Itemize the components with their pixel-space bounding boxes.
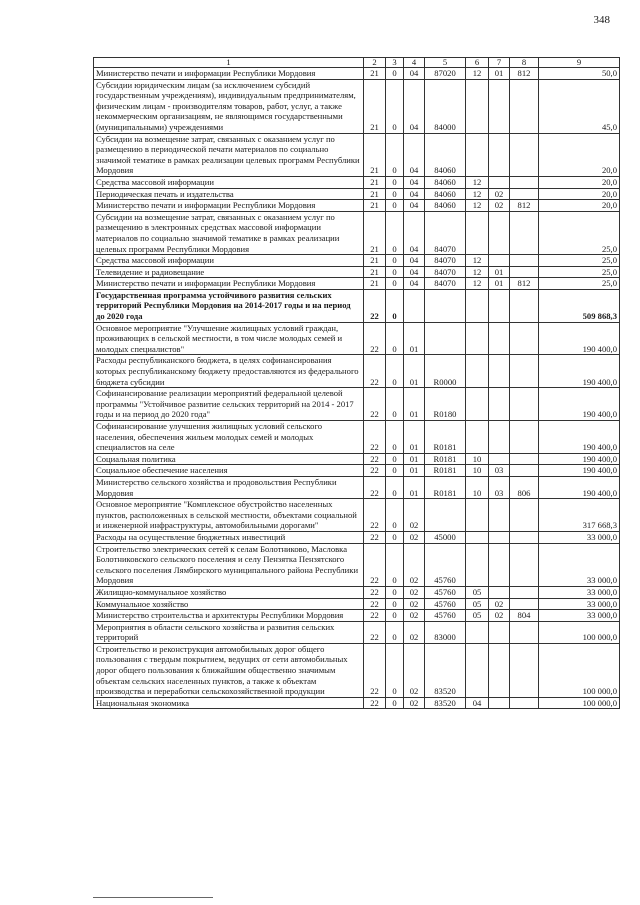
col3-cell: 0: [386, 255, 404, 267]
ministry-code-cell: [510, 355, 539, 388]
amount-cell: 33 000,0: [539, 586, 620, 598]
section-cell: [466, 79, 489, 133]
col3-cell: 0: [386, 421, 404, 454]
amount-cell: 25,0: [539, 278, 620, 290]
subsection-cell: [489, 133, 510, 176]
table-row: [94, 586, 620, 598]
amount-cell: 100 000,0: [539, 621, 620, 643]
row-name-cell: Строительство электрических сетей к селам Болотниково, Масловка Болотниковского сельского поселения и селу Пензятка Пензятского сельского поселения Лямбирского муниципального района Республики Мордовия: [94, 543, 364, 586]
table-header-row: [94, 58, 620, 68]
col2-cell: 22: [364, 621, 386, 643]
amount-cell: 190 400,0: [539, 476, 620, 498]
col4-cell: 04: [404, 211, 425, 254]
col3-cell: 0: [386, 133, 404, 176]
row-name-cell: Социальное обеспечение населения: [94, 465, 364, 477]
col4-cell: 01: [404, 355, 425, 388]
col4-cell: 04: [404, 133, 425, 176]
col2-cell: 21: [364, 278, 386, 290]
col3-cell: 0: [386, 176, 404, 188]
subsection-cell: [489, 543, 510, 586]
section-cell: [466, 322, 489, 355]
target-code-cell: 84060: [425, 200, 466, 212]
section-cell: [466, 355, 489, 388]
table-row: [94, 211, 620, 254]
subsection-cell: [489, 176, 510, 188]
subsection-cell: [489, 643, 510, 697]
target-code-cell: R0181: [425, 421, 466, 454]
col2-cell: 22: [364, 421, 386, 454]
table-row: [94, 68, 620, 80]
target-code-cell: 45760: [425, 610, 466, 622]
col3-cell: 0: [386, 531, 404, 543]
target-code-cell: 83520: [425, 697, 466, 709]
table-row: [94, 278, 620, 290]
col4-cell: 02: [404, 697, 425, 709]
amount-cell: 33 000,0: [539, 531, 620, 543]
amount-cell: 33 000,0: [539, 598, 620, 610]
row-name-cell: Коммунальное хозяйство: [94, 598, 364, 610]
amount-cell: 100 000,0: [539, 643, 620, 697]
table-row: [94, 610, 620, 622]
target-code-cell: 45760: [425, 586, 466, 598]
section-cell: [466, 499, 489, 532]
row-name-cell: Субсидии на возмещение затрат, связанных с оказанием услуг по размещению в электронных средствах массовой информации материалов по социально значимой тематике в рамках реализации целевых программ Республики Мордовия: [94, 211, 364, 254]
amount-cell: 100 000,0: [539, 697, 620, 709]
target-code-cell: 84070: [425, 266, 466, 278]
col4-cell: 01: [404, 322, 425, 355]
col2-cell: 22: [364, 499, 386, 532]
section-cell: [466, 621, 489, 643]
subsection-cell: [489, 79, 510, 133]
target-code-cell: R0180: [425, 388, 466, 421]
col4-cell: 02: [404, 621, 425, 643]
subsection-cell: [489, 499, 510, 532]
col2-cell: 21: [364, 68, 386, 80]
section-cell: 05: [466, 598, 489, 610]
target-code-cell: 83000: [425, 621, 466, 643]
col2-cell: 22: [364, 610, 386, 622]
table-row: [94, 79, 620, 133]
ministry-code-cell: [510, 465, 539, 477]
target-code-cell: [425, 322, 466, 355]
target-code-cell: 84060: [425, 188, 466, 200]
subsection-cell: [489, 421, 510, 454]
col3-cell: 0: [386, 453, 404, 465]
col2-cell: 22: [364, 643, 386, 697]
col3-cell: 0: [386, 610, 404, 622]
row-name-cell: Жилищно-коммунальное хозяйство: [94, 586, 364, 598]
col2-cell: 21: [364, 176, 386, 188]
col4-cell: 02: [404, 643, 425, 697]
subsection-cell: 01: [489, 266, 510, 278]
ministry-code-cell: [510, 211, 539, 254]
target-code-cell: R0181: [425, 453, 466, 465]
table-row: [94, 421, 620, 454]
target-code-cell: 84060: [425, 133, 466, 176]
ministry-code-cell: [510, 322, 539, 355]
col3-cell: 0: [386, 322, 404, 355]
row-name-cell: Расходы на осуществление бюджетных инвестиций: [94, 531, 364, 543]
ministry-code-cell: [510, 255, 539, 267]
table-row: [94, 200, 620, 212]
row-name-cell: Субсидии юридическим лицам (за исключением субсидий государственным учреждениям), индивидуальным предпринимателям, физическим лицам - производителям товаров, работ, услуг, а также некоммерческим организациям, не являющимся государственными (муниципальными) учреждениями: [94, 79, 364, 133]
amount-cell: 25,0: [539, 266, 620, 278]
col2-cell: 22: [364, 322, 386, 355]
row-name-cell: Министерство печати и информации Республики Мордовия: [94, 68, 364, 80]
table-row: [94, 543, 620, 586]
row-name-cell: Строительство и реконструкция автомобильных дорог общего пользования с твердым покрытием, ведущих от сети автомобильных дорог общего пользования к ближайшим общественно значимым объектам сельских населенных пунктов, а также к объектам производства и переработки сельскохозяйственной продукции: [94, 643, 364, 697]
target-code-cell: 84070: [425, 255, 466, 267]
amount-cell: 20,0: [539, 188, 620, 200]
col4-cell: 02: [404, 598, 425, 610]
section-cell: 10: [466, 453, 489, 465]
table-row: [94, 176, 620, 188]
subsection-cell: [489, 289, 510, 322]
col4-cell: 04: [404, 278, 425, 290]
target-code-cell: R0181: [425, 465, 466, 477]
col4-cell: 02: [404, 543, 425, 586]
amount-cell: 509 868,3: [539, 289, 620, 322]
col3-cell: 0: [386, 211, 404, 254]
subsection-cell: [489, 322, 510, 355]
col4-cell: 02: [404, 499, 425, 532]
row-name-cell: Министерство печати и информации Республики Мордовия: [94, 200, 364, 212]
row-name-cell: Субсидии на возмещение затрат, связанных с оказанием услуг по размещению в периодической печати материалов по социально значимой тематике в рамках реализации целевых программ Республики Мордовия: [94, 133, 364, 176]
table-row: [94, 388, 620, 421]
column-header: 2: [364, 58, 386, 68]
col3-cell: 0: [386, 465, 404, 477]
ministry-code-cell: [510, 266, 539, 278]
col2-cell: 22: [364, 388, 386, 421]
col2-cell: 22: [364, 453, 386, 465]
col3-cell: 0: [386, 697, 404, 709]
row-name-cell: Софинансирование реализации мероприятий федеральной целевой программы "Устойчивое развитие сельских территорий на 2014 - 2017 годы и на период до 2020 года": [94, 388, 364, 421]
col4-cell: 02: [404, 586, 425, 598]
section-cell: 12: [466, 255, 489, 267]
table-row: [94, 255, 620, 267]
col2-cell: 22: [364, 543, 386, 586]
row-name-cell: Основное мероприятие "Улучшение жилищных условий граждан, проживающих в сельской местности, в том числе молодых семей и молодых специалистов": [94, 322, 364, 355]
col4-cell: 01: [404, 421, 425, 454]
ministry-code-cell: [510, 453, 539, 465]
col3-cell: 0: [386, 621, 404, 643]
row-name-cell: Основное мероприятие "Комплексное обустройство населенных пунктов, расположенных в сельской местности, объектами социальной и инженерной инфраструктуры, автомобильными дорогами": [94, 499, 364, 532]
section-cell: 12: [466, 176, 489, 188]
ministry-code-cell: [510, 388, 539, 421]
ministry-code-cell: [510, 598, 539, 610]
section-cell: 05: [466, 586, 489, 598]
col3-cell: 0: [386, 278, 404, 290]
amount-cell: 190 400,0: [539, 322, 620, 355]
col3-cell: 0: [386, 586, 404, 598]
column-header: 9: [539, 58, 620, 68]
amount-cell: 20,0: [539, 176, 620, 188]
table-row: [94, 289, 620, 322]
ministry-code-cell: [510, 133, 539, 176]
col2-cell: 21: [364, 200, 386, 212]
col4-cell: 04: [404, 68, 425, 80]
col4-cell: 04: [404, 255, 425, 267]
row-name-cell: Министерство печати и информации Республики Мордовия: [94, 278, 364, 290]
subsection-cell: 01: [489, 278, 510, 290]
col2-cell: 22: [364, 465, 386, 477]
row-name-cell: Периодическая печать и издательства: [94, 188, 364, 200]
col2-cell: 22: [364, 586, 386, 598]
amount-cell: 25,0: [539, 255, 620, 267]
section-cell: 12: [466, 200, 489, 212]
col2-cell: 22: [364, 531, 386, 543]
amount-cell: 20,0: [539, 200, 620, 212]
table-row: [94, 355, 620, 388]
column-header: 5: [425, 58, 466, 68]
table-row: [94, 697, 620, 709]
table-row: [94, 453, 620, 465]
subsection-cell: [489, 211, 510, 254]
amount-cell: 50,0: [539, 68, 620, 80]
section-cell: 12: [466, 266, 489, 278]
col2-cell: 21: [364, 188, 386, 200]
subsection-cell: [489, 697, 510, 709]
ministry-code-cell: 804: [510, 610, 539, 622]
table-row: [94, 621, 620, 643]
amount-cell: 317 668,3: [539, 499, 620, 532]
row-name-cell: Расходы республиканского бюджета, в целях софинансирования которых республиканскому бюджету предоставляются из федерального бюджета субсидии: [94, 355, 364, 388]
col3-cell: 0: [386, 476, 404, 498]
row-name-cell: Национальная экономика: [94, 697, 364, 709]
col2-cell: 22: [364, 476, 386, 498]
subsection-cell: [489, 255, 510, 267]
ministry-code-cell: [510, 531, 539, 543]
amount-cell: 25,0: [539, 211, 620, 254]
col3-cell: 0: [386, 188, 404, 200]
subsection-cell: 01: [489, 68, 510, 80]
ministry-code-cell: [510, 697, 539, 709]
ministry-code-cell: [510, 621, 539, 643]
amount-cell: 20,0: [539, 133, 620, 176]
amount-cell: 190 400,0: [539, 421, 620, 454]
table-row: [94, 465, 620, 477]
target-code-cell: R0000: [425, 355, 466, 388]
ministry-code-cell: [510, 79, 539, 133]
target-code-cell: 87020: [425, 68, 466, 80]
section-cell: 04: [466, 697, 489, 709]
target-code-cell: R0181: [425, 476, 466, 498]
target-code-cell: [425, 289, 466, 322]
col2-cell: 21: [364, 79, 386, 133]
subsection-cell: [489, 355, 510, 388]
target-code-cell: 45760: [425, 598, 466, 610]
table-row: [94, 531, 620, 543]
col2-cell: 21: [364, 133, 386, 176]
ministry-code-cell: [510, 421, 539, 454]
subsection-cell: [489, 621, 510, 643]
ministry-code-cell: [510, 289, 539, 322]
section-cell: [466, 421, 489, 454]
col4-cell: 02: [404, 531, 425, 543]
row-name-cell: Мероприятия в области сельского хозяйства и развития сельских территорий: [94, 621, 364, 643]
row-name-cell: Государственная программа устойчивого развития сельских территорий Республики Мордовия на 2014-2017 годы и на период до 2020 года: [94, 289, 364, 322]
section-cell: [466, 388, 489, 421]
section-cell: [466, 211, 489, 254]
col3-cell: 0: [386, 289, 404, 322]
amount-cell: 45,0: [539, 79, 620, 133]
col4-cell: 04: [404, 79, 425, 133]
amount-cell: 33 000,0: [539, 610, 620, 622]
subsection-cell: [489, 453, 510, 465]
column-header: 4: [404, 58, 425, 68]
row-name-cell: Министерство сельского хозяйства и продовольствия Республики Мордовия: [94, 476, 364, 498]
target-code-cell: 84070: [425, 211, 466, 254]
col3-cell: 0: [386, 388, 404, 421]
ministry-code-cell: 812: [510, 278, 539, 290]
section-cell: [466, 289, 489, 322]
row-name-cell: Софинансирование улучшения жилищных условий сельского населения, обеспечения жильем молодых семей и молодых специалистов на селе: [94, 421, 364, 454]
target-code-cell: [425, 499, 466, 532]
subsection-cell: [489, 586, 510, 598]
ministry-code-cell: [510, 188, 539, 200]
section-cell: 12: [466, 188, 489, 200]
col4-cell: 01: [404, 476, 425, 498]
row-name-cell: Министерство строительства и архитектуры Республики Мордовия: [94, 610, 364, 622]
amount-cell: 33 000,0: [539, 543, 620, 586]
budget-table: [93, 57, 620, 709]
col4-cell: 04: [404, 176, 425, 188]
target-code-cell: 45000: [425, 531, 466, 543]
table-row: [94, 643, 620, 697]
column-header: 8: [510, 58, 539, 68]
amount-cell: 190 400,0: [539, 388, 620, 421]
col2-cell: 22: [364, 697, 386, 709]
subsection-cell: [489, 531, 510, 543]
ministry-code-cell: 812: [510, 200, 539, 212]
col3-cell: 0: [386, 266, 404, 278]
col2-cell: 22: [364, 355, 386, 388]
col4-cell: 01: [404, 388, 425, 421]
subsection-cell: 02: [489, 610, 510, 622]
section-cell: 12: [466, 68, 489, 80]
column-header: 3: [386, 58, 404, 68]
ministry-code-cell: 812: [510, 68, 539, 80]
section-cell: [466, 531, 489, 543]
subsection-cell: [489, 388, 510, 421]
col4-cell: 04: [404, 266, 425, 278]
col3-cell: 0: [386, 543, 404, 586]
subsection-cell: 03: [489, 476, 510, 498]
column-header: 1: [94, 58, 364, 68]
target-code-cell: 83520: [425, 643, 466, 697]
subsection-cell: 02: [489, 200, 510, 212]
amount-cell: 190 400,0: [539, 465, 620, 477]
col2-cell: 22: [364, 598, 386, 610]
table-row: [94, 476, 620, 498]
row-name-cell: Средства массовой информации: [94, 255, 364, 267]
column-header: 6: [466, 58, 489, 68]
table-body: [94, 68, 620, 709]
row-name-cell: Телевидение и радиовещание: [94, 266, 364, 278]
ministry-code-cell: [510, 586, 539, 598]
col3-cell: 0: [386, 499, 404, 532]
col4-cell: 02: [404, 610, 425, 622]
target-code-cell: 84070: [425, 278, 466, 290]
ministry-code-cell: [510, 176, 539, 188]
table-row: [94, 598, 620, 610]
section-cell: 10: [466, 476, 489, 498]
col3-cell: 0: [386, 643, 404, 697]
target-code-cell: 84000: [425, 79, 466, 133]
section-cell: [466, 133, 489, 176]
col3-cell: 0: [386, 598, 404, 610]
col4-cell: 04: [404, 200, 425, 212]
col2-cell: 22: [364, 289, 386, 322]
row-name-cell: Средства массовой информации: [94, 176, 364, 188]
subsection-cell: 03: [489, 465, 510, 477]
ministry-code-cell: [510, 499, 539, 532]
col4-cell: 04: [404, 188, 425, 200]
ministry-code-cell: [510, 543, 539, 586]
subsection-cell: 02: [489, 188, 510, 200]
col2-cell: 21: [364, 211, 386, 254]
col3-cell: 0: [386, 79, 404, 133]
column-header: 7: [489, 58, 510, 68]
target-code-cell: 84060: [425, 176, 466, 188]
row-name-cell: Социальная политика: [94, 453, 364, 465]
table-row: [94, 266, 620, 278]
amount-cell: 190 400,0: [539, 453, 620, 465]
section-cell: [466, 643, 489, 697]
section-cell: 12: [466, 278, 489, 290]
col2-cell: 21: [364, 255, 386, 267]
ministry-code-cell: 806: [510, 476, 539, 498]
table-row: [94, 188, 620, 200]
target-code-cell: 45760: [425, 543, 466, 586]
col4-cell: [404, 289, 425, 322]
footer-rule: [93, 897, 213, 898]
table-row: [94, 133, 620, 176]
section-cell: 05: [466, 610, 489, 622]
col3-cell: 0: [386, 355, 404, 388]
ministry-code-cell: [510, 643, 539, 697]
col2-cell: 21: [364, 266, 386, 278]
table-row: [94, 499, 620, 532]
section-cell: 10: [466, 465, 489, 477]
section-cell: [466, 543, 489, 586]
amount-cell: 190 400,0: [539, 355, 620, 388]
col3-cell: 0: [386, 68, 404, 80]
subsection-cell: 02: [489, 598, 510, 610]
table-row: [94, 322, 620, 355]
col4-cell: 01: [404, 453, 425, 465]
col4-cell: 01: [404, 465, 425, 477]
col3-cell: 0: [386, 200, 404, 212]
page-number: 348: [593, 14, 610, 26]
